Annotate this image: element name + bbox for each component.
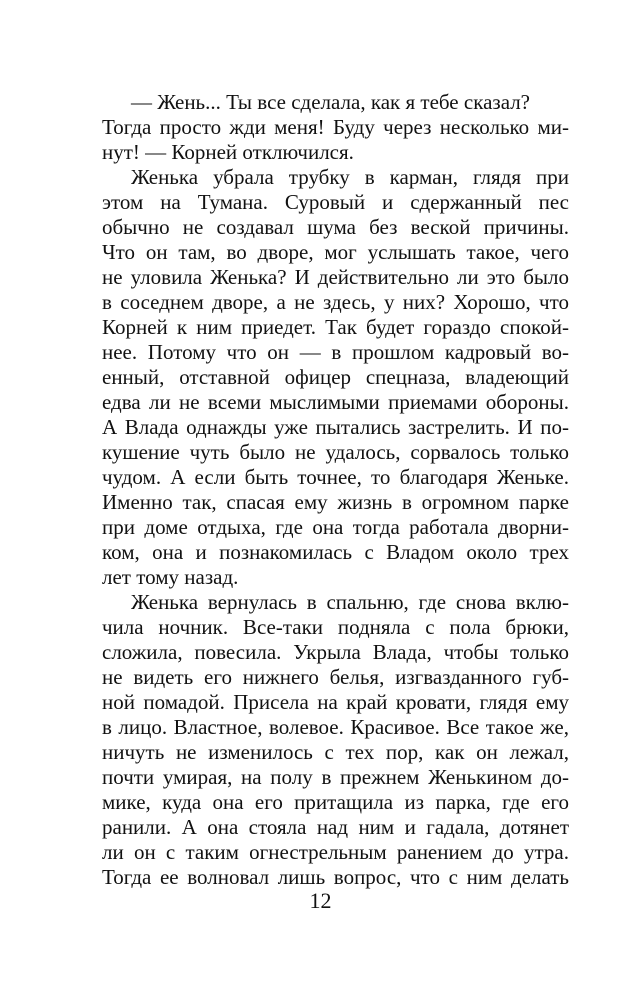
text-line: чила ночник. Все-таки подняла с пола брюки, <box>102 615 569 639</box>
text-line: этом на Тумана. Суровый и сдержанный пес <box>102 190 569 214</box>
text-line: не видеть его нижнего белья, изгвазданного губ- <box>102 665 569 689</box>
text-line: сложила, повесила. Укрыла Влада, чтобы только <box>102 640 569 664</box>
text-line: Что он там, во дворе, мог услышать такое, чего <box>102 240 569 264</box>
text-line: ной помадой. Присела на край кровати, глядя ему <box>102 690 569 714</box>
text-line: Тогда просто жди меня! Буду через несколько ми- <box>102 115 569 139</box>
page-number: 12 <box>309 888 332 913</box>
text-line: нут! — Корней отключился. <box>102 140 354 164</box>
text-line: А Влада однажды уже пытались застрелить. И по- <box>102 415 569 439</box>
text-line: едва ли не всеми мыслимыми приемами обороны. <box>102 390 569 414</box>
text-line: ничуть не изменилось с тех пор, как он лежал, <box>102 740 569 764</box>
text-line: ранили. А она стояла над ним и гадала, дотянет <box>102 815 569 839</box>
text-line: енный, отставной офицер спецназа, владеющий <box>102 365 569 389</box>
text-line: почти умирая, на полу в прежнем Женькином до- <box>102 765 569 789</box>
text-line: ли он с таким огнестрельным ранением до утра. <box>102 840 569 864</box>
text-line: лет тому назад. <box>102 565 239 589</box>
text-line: в соседнем дворе, а не здесь, у них? Хорошо, что <box>102 290 569 314</box>
text-line: при доме отдыха, где она тогда работала дворни- <box>102 515 569 539</box>
text-line: Женька убрала трубку в карман, глядя при <box>131 165 569 189</box>
text-line: чудом. А если быть точнее, то благодаря Женьке. <box>102 465 569 489</box>
text-line: нее. Потому что он — в прошлом кадровый во- <box>102 340 569 364</box>
text-line: ком, она и познакомилась с Владом около трех <box>102 540 569 564</box>
text-line: мике, куда она его притащила из парка, где его <box>102 790 569 814</box>
text-line: Тогда ее волновал лишь вопрос, что с ним делать <box>102 865 569 889</box>
text-line: — Жень... Ты все сделала, как я тебе сказал? <box>131 90 530 114</box>
text-line: Корней к ним приедет. Так будет гораздо спокой- <box>102 315 569 339</box>
text-line: Женька вернулась в спальню, где снова вклю- <box>131 590 569 614</box>
text-line: обычно не создавал шума без веской причины. <box>102 215 569 239</box>
text-line: Именно так, спасая ему жизнь в огромном парке <box>102 490 569 514</box>
text-line: кушение чуть было не удалось, сорвалось только <box>102 440 569 464</box>
text-line: в лицо. Властное, волевое. Красивое. Все такое же, <box>102 715 569 739</box>
text-line: не уловила Женька? И действительно ли это было <box>102 265 569 289</box>
